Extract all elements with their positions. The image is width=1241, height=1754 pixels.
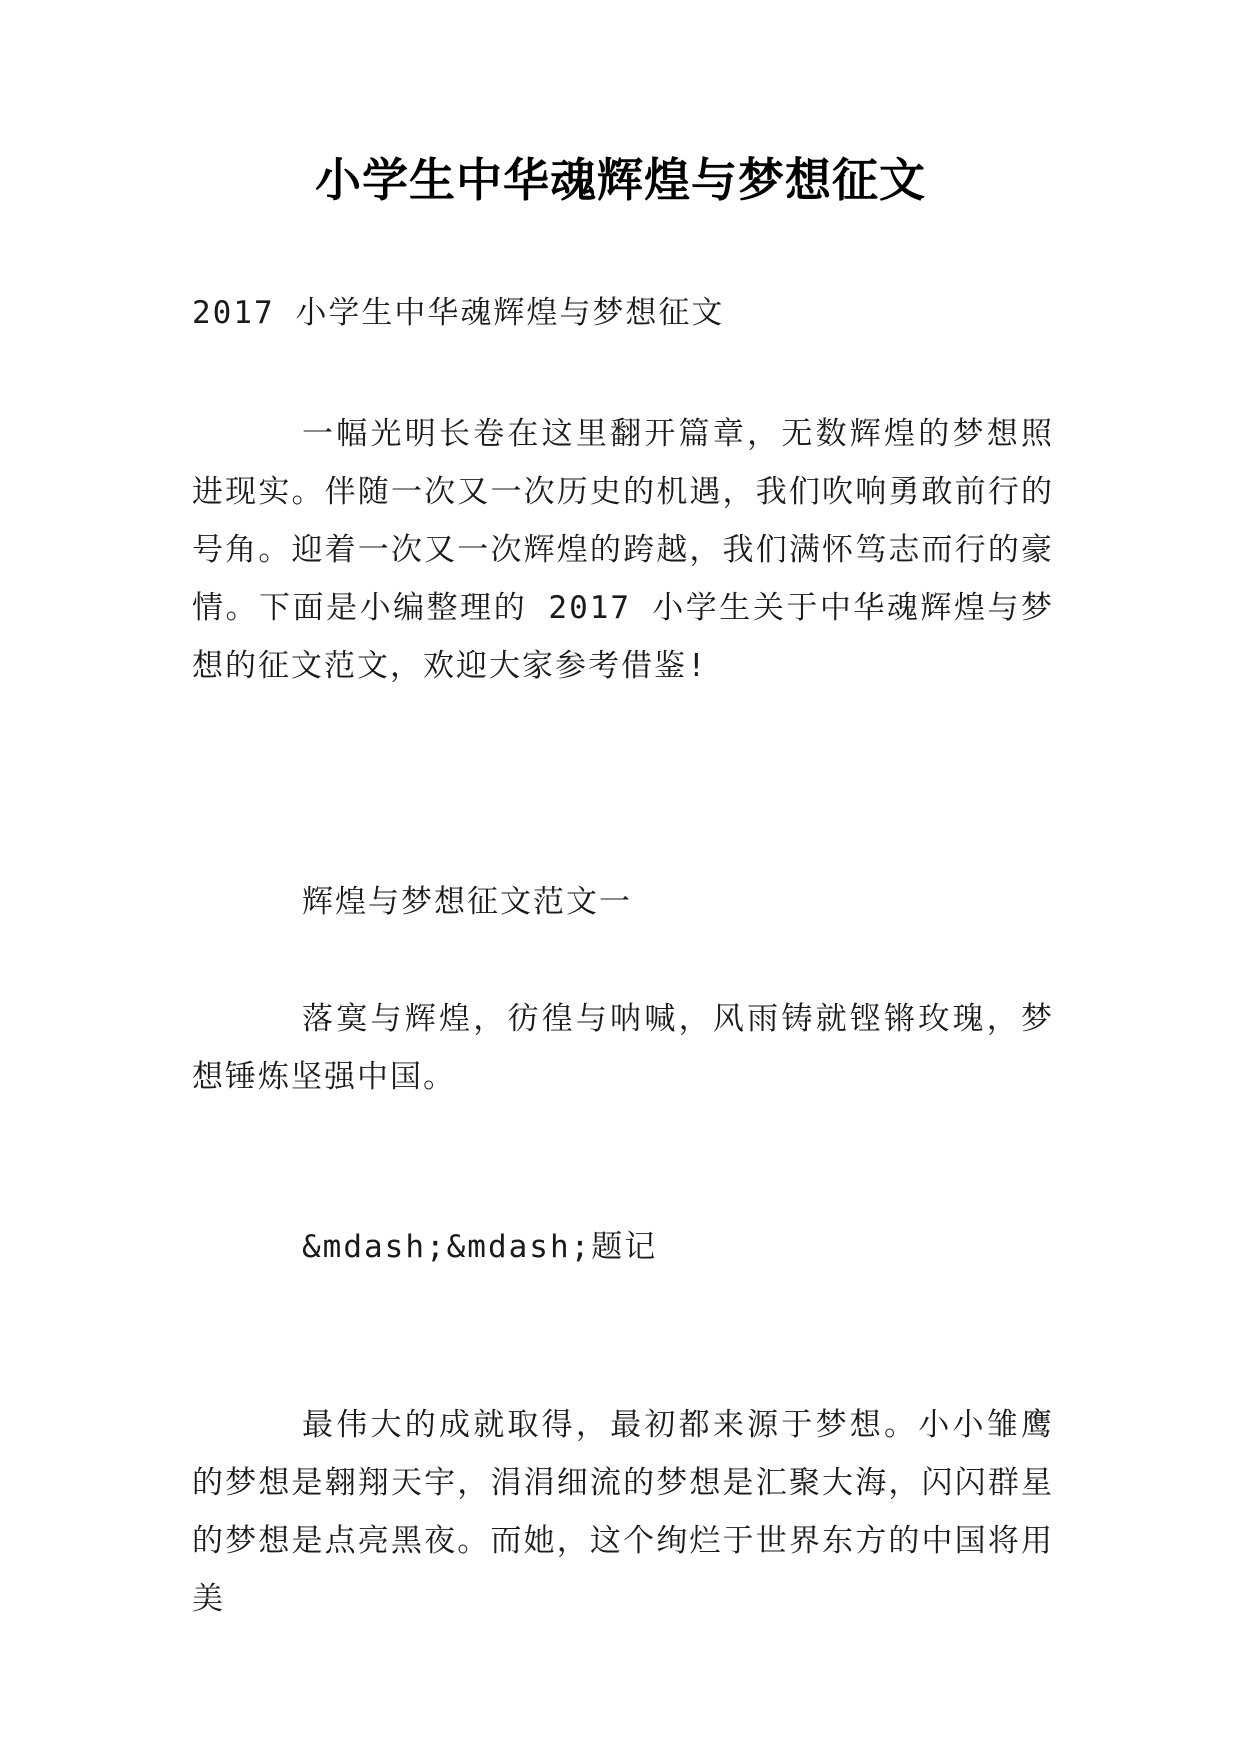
lead-paragraph: 落寞与辉煌，彷徨与呐喊，风雨铸就铿锵玫瑰，梦想锤炼坚强中国。 [192,1001,1054,1095]
section-heading: 辉煌与梦想征文范文一 [302,884,632,920]
body-paragraph: 最伟大的成就取得，最初都来源于梦想。小小雏鹰的梦想是翱翔天宇，涓涓细流的梦想是汇聚大海，闪闪群星的梦想是点亮黑夜。而她，这个绚烂于世界东方的中国将用美 [192,1407,1054,1617]
document-title: 小学生中华魂辉煌与梦想征文 [315,153,926,207]
intro-paragraph: 一幅光明长卷在这里翻开篇章，无数辉煌的梦想照进现实。伴随一次又一次历史的机遇，我们吹响勇敢前行的号角。迎着一次又一次辉煌的跨越，我们满怀笃志而行的豪情。下面是小编整理的 2017 小学生关于中华魂辉煌与梦想的征文范文，欢迎大家参考借鉴! [192,416,1054,684]
epigraph: &mdash;&mdash;题记 [302,1229,658,1265]
document-subtitle: 2017 小学生中华魂辉煌与梦想征文 [192,295,725,331]
